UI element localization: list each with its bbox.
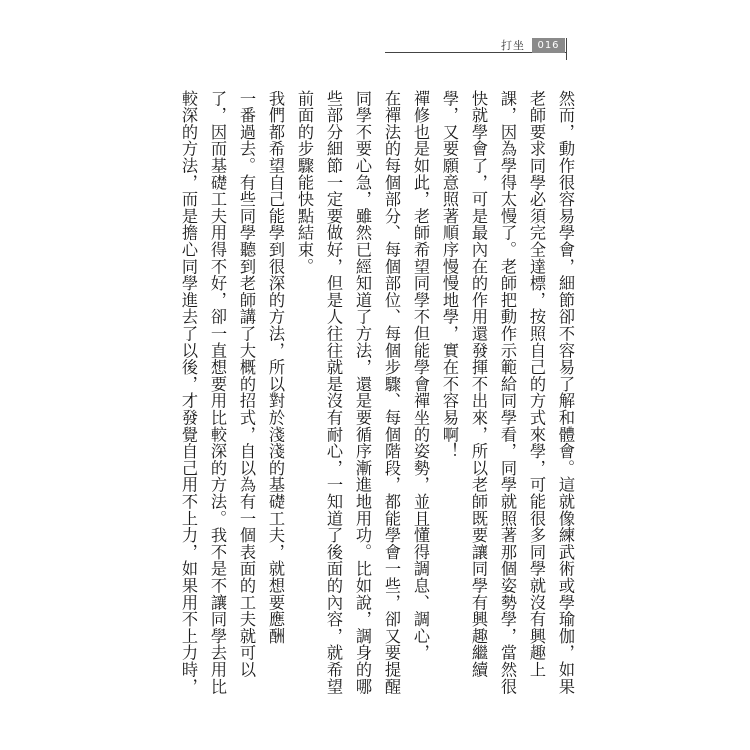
text-column-4: 快就學會了，可是最內在的作用還發揮不出來，所以老師既要讓同學有興趣繼續 — [469, 90, 488, 678]
text-column-10: 前面的步驟能快點結束。 — [295, 90, 314, 275]
text-column-5: 學，又要願意照著順序慢慢地學，實在不容易啊！ — [440, 90, 459, 460]
text-column-2: 老師要求同學必須完全達標，按照自己的方式來學，可能很多同學就沒有興趣上 — [527, 90, 546, 678]
text-column-9: 些部分細節一定要做好，但是人往往就是沒有耐心，一知道了後面的內容，就希望 — [324, 90, 343, 695]
text-column-11: 我們都希望自己能學到很深的方法，所以對於淺淺的基礎工夫，就想要應酬 — [266, 90, 285, 645]
chapter-title: 打坐 — [501, 39, 525, 52]
header-edge-rule — [566, 38, 567, 60]
text-column-3: 課，因為學得太慢了。老師把動作示範給同學看，同學就照著那個姿勢學，當然很 — [498, 90, 517, 695]
text-column-13: 了，因而基礎工夫用得不好，卻一直想要用比較深的方法。我不是不讓同學去用比 — [208, 90, 227, 695]
vertical-text-body — [170, 90, 575, 695]
text-column-7: 在禪法的每個部分、每個部位、每個步驟、每個階段，都能學會一些，卻又要提醒 — [382, 90, 401, 695]
text-column-6: 禪修也是如此，老師希望同學不但能學會禪坐的姿勢，並且懂得調息、調心， — [411, 90, 430, 662]
text-column-14: 較深的方法，而是擔心同學進去了以後，才發覺自己用不上力，如果用不上力時， — [179, 90, 198, 695]
text-column-8: 同學不要心急，雖然已經知道了方法，還是要循序漸進地用功。比如說，調身的哪 — [353, 90, 372, 695]
page-number-badge: 016 — [532, 38, 565, 53]
page-header — [385, 38, 567, 60]
text-column-12: 一番過去。有些同學聽到老師講了大概的招式，自以為有一個表面的工夫就可以 — [237, 90, 256, 678]
text-column-1: 然而，動作很容易學會，細節卻不容易了解和體會。這就像練武術或學瑜伽，如果 — [556, 90, 575, 695]
